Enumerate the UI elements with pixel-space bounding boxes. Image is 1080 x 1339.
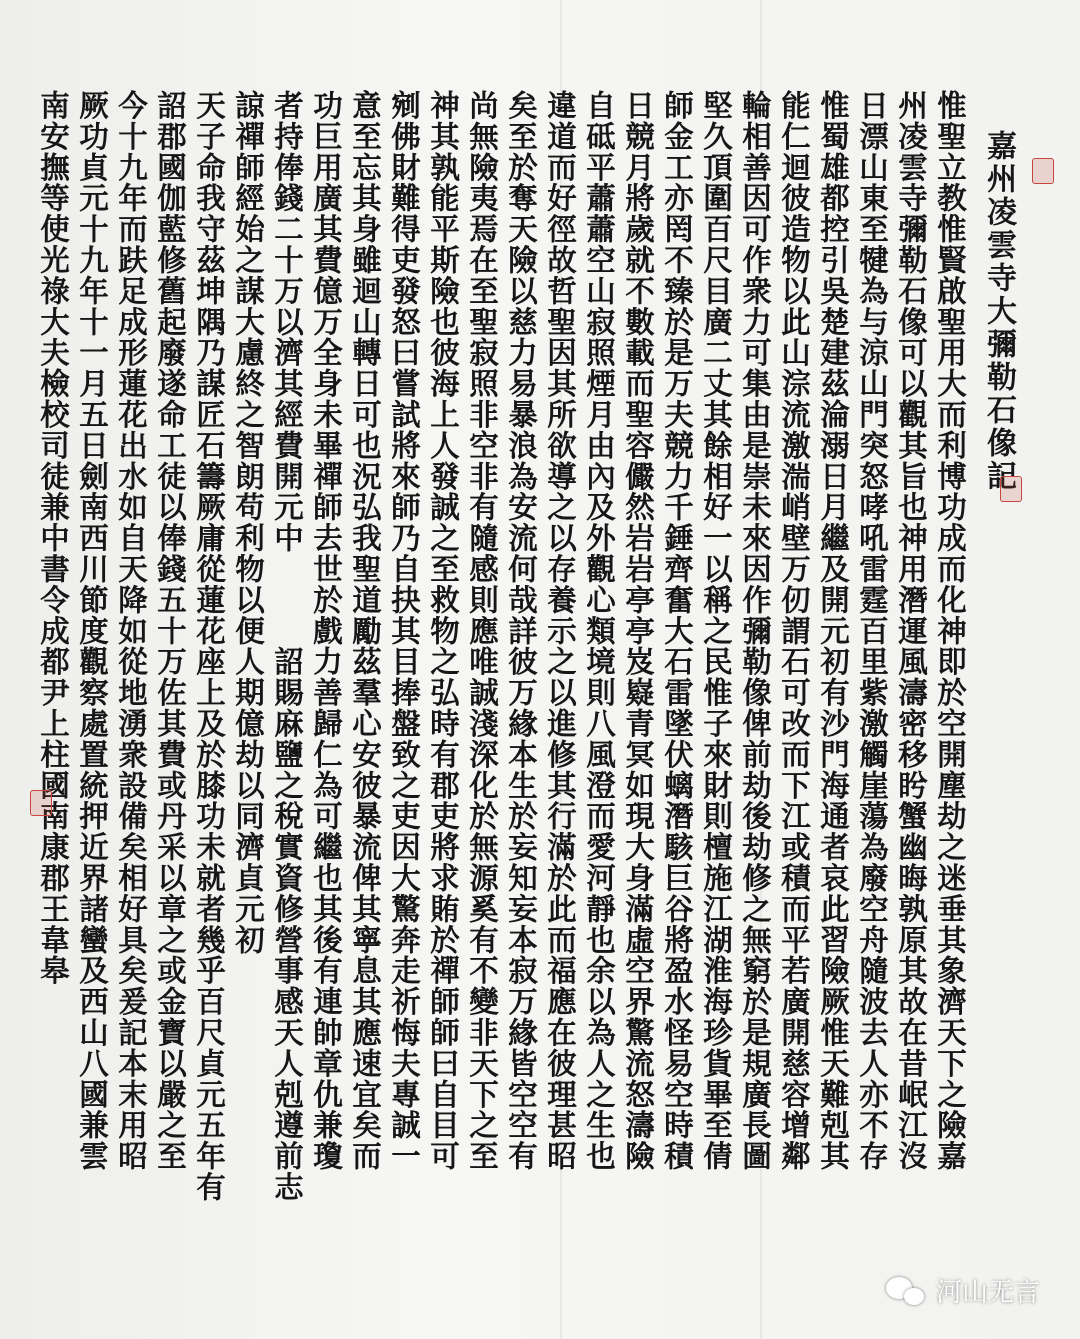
text-column-3: 日漂山東至犍為与涼山門突怒哮吼雷霆百里紫激觸崖蕩為廢空舟隨波去人亦不存: [855, 90, 890, 1172]
seal-stamp: [1032, 158, 1054, 184]
text-column-17: 功巨用廣其費億万全身未畢禪師去世於戲力善歸仁為可繼也其後有連帥章仇兼瓊: [309, 90, 344, 1172]
text-column-7: 堅久頂圍百尺目廣二丈其餘相好一以稱之民惟子來財則檀施江湖淮海珍貨畢至倩: [699, 90, 734, 1172]
wechat-icon: [886, 1275, 926, 1307]
text-column-19: 諒禪師經始之謀大慮終之智朗苟利物以便人期億劫以同濟貞元初: [231, 90, 266, 956]
text-column-6: 輪相善因可作衆力可集由是崇未來因作彌勒像俾前劫後劫修之無窮於是規廣長圖: [738, 90, 773, 1172]
text-column-14: 神其孰能平斯險也彼海上人發誠之至救物之弘時有郡吏將求賄於禪師師曰自目可: [426, 90, 461, 1172]
text-column-18: 者持俸錢二十万以濟其經費開元中 詔賜麻鹽之稅實資修營事感天人剋遵前志: [270, 90, 305, 1203]
text-column-23: 厥功貞元十九年十一月五日劍南西川節度觀察處置統押近界諸蠻及西山八國兼雲: [75, 90, 110, 1172]
text-column-4: 惟蜀雄都控引吳楚建茲淪溺日月繼及開元初有沙門海通者哀此習險厥惟天難剋其: [816, 90, 851, 1172]
text-column-1: 惟聖立教惟賢啟聖用大而利博功成而化神即於空開塵劫之迷垂其象濟天下之險嘉: [933, 90, 968, 1172]
text-column-5: 能仁迴彼造物以此山淙流激湍峭壁万仞謂石可改而下江或積而平若廣開慈容增鄰: [777, 90, 812, 1172]
text-column-20: 天子命我守茲坤隅乃謀匠石籌厥庸從蓮花座上及於膝功未就者幾乎百尺貞元五年有: [192, 90, 227, 1203]
inscription-title: 嘉州凌雲寺大彌勒石像記: [981, 130, 1016, 493]
watermark-text: 河山无言: [935, 1278, 1040, 1308]
text-column-16: 意至忘其身雖迴山轉日可也況弘我聖道勵茲羣心安彼暴流俾其寧息其應速宜矣而: [348, 90, 383, 1172]
seal-stamp: [1000, 476, 1022, 502]
seal-stamp: [30, 790, 52, 816]
text-column-12: 矣至於奪天險以慈力易暴浪為安流何哉詳彼万緣本生於妄知妄本寂万緣皆空空有: [504, 90, 539, 1172]
text-column-15: 剜佛財難得吏發怒曰嘗試將來師乃自抉其目捧盤致之吏因大驚奔走祈悔夫專誠一: [387, 90, 422, 1172]
text-column-8: 師金工亦罔不臻於是万夫競力千錘齊奮大石雷墜伏螭潛駭巨谷將盈水怪易空時積: [660, 90, 695, 1172]
text-column-21: 詔郡國伽藍修舊起廢遂命工徒以俸錢五十万佐其費或丹采以章之或金寶以嚴之至: [153, 90, 188, 1172]
text-column-11: 違道而好徑故哲聖因其所欲導之以存養示之以進修其行滿於此而福應在彼理甚昭: [543, 90, 578, 1172]
text-column-9: 日競月將歲就不數載而聖容儼然岩岩亭亭岌嶷青冥如現大身滿虛空界驚流怒濤險: [621, 90, 656, 1172]
text-column-24: 南安撫等使光祿大夫檢校司徒兼中書令成都尹上柱國南康郡王韋皋: [36, 90, 71, 987]
text-column-2: 州凌雲寺彌勒石像可以觀其旨也神用潛運風濤密移盻蟹幽晦孰原其故在昔岷江沒: [894, 90, 929, 1172]
watermark: [886, 1272, 1040, 1309]
text-column-10: 自砥平蕭蕭空山寂照煙月由內及外觀心類境則八風澄而愛河靜也余以為人之生也: [582, 90, 617, 1172]
text-column-13: 尚無險夷焉在至聖寂照非空非有隨感則應唯誠淺深化於無源奚有不變非天下之至: [465, 90, 500, 1172]
text-column-22: 今十九年而趺足成形蓮花出水如自天降如從地湧衆設備矣相好具矣爰記本末用昭: [114, 90, 149, 1172]
